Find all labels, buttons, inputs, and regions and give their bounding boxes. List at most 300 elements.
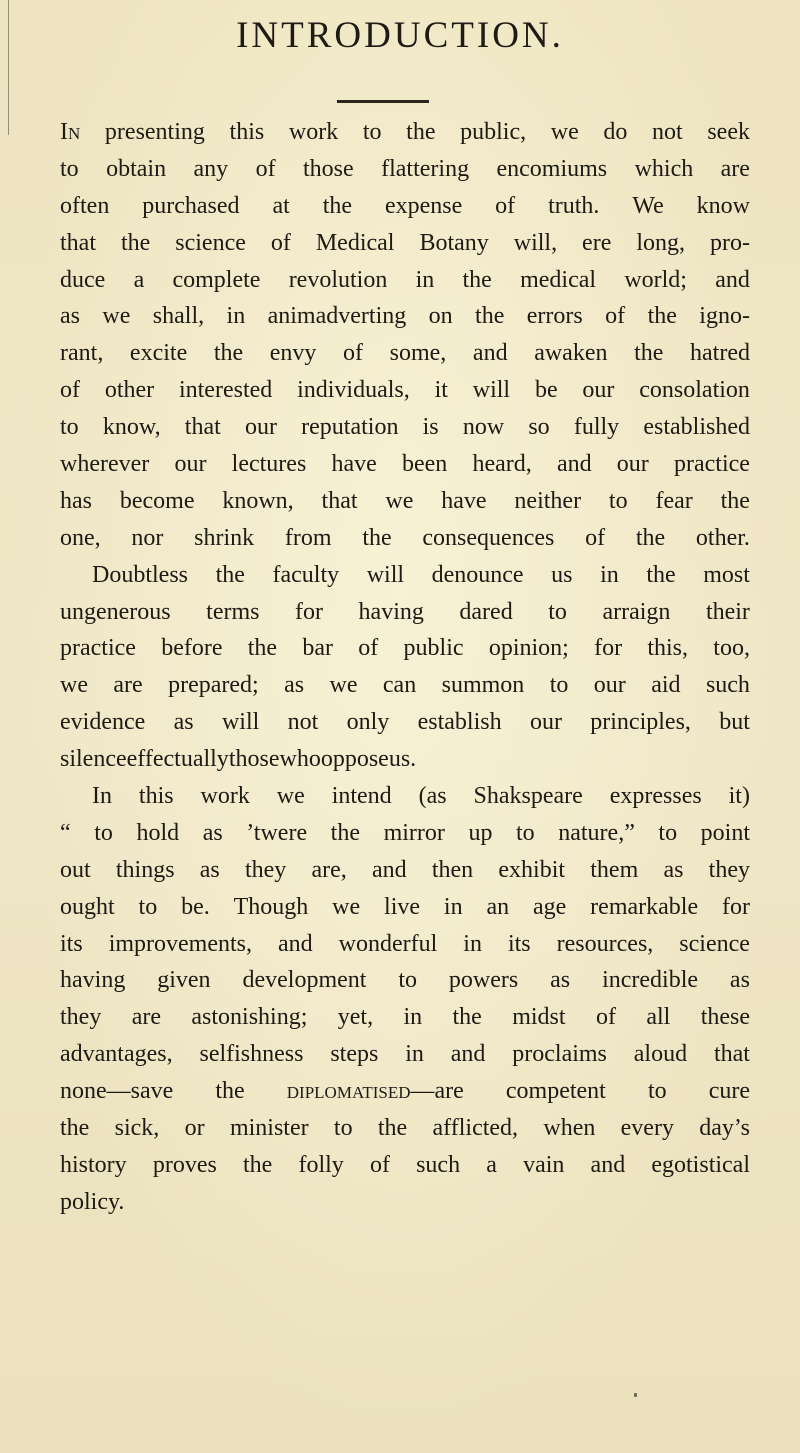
word: having bbox=[60, 967, 126, 994]
word: Doubtless bbox=[92, 561, 188, 588]
word: one, bbox=[60, 524, 101, 551]
text-line bbox=[60, 1110, 750, 1147]
text-line bbox=[60, 372, 750, 409]
word: lectures bbox=[231, 451, 307, 478]
text-line bbox=[60, 225, 750, 262]
word: of bbox=[495, 192, 516, 219]
text-line bbox=[60, 852, 750, 889]
word: we bbox=[329, 672, 358, 699]
word: “ bbox=[60, 819, 71, 846]
text-line bbox=[60, 815, 750, 852]
word: of bbox=[595, 1004, 616, 1031]
word: principles, bbox=[590, 709, 691, 736]
word: proclaims bbox=[512, 1041, 607, 1068]
word: as bbox=[199, 856, 220, 883]
word: advantages, bbox=[60, 1041, 173, 1068]
word: we bbox=[276, 783, 305, 810]
word: and bbox=[472, 340, 508, 367]
word: in bbox=[226, 303, 246, 330]
word: obtain bbox=[106, 155, 167, 182]
word: afflicted, bbox=[432, 1115, 519, 1142]
word: these bbox=[700, 1004, 750, 1031]
word: to bbox=[548, 598, 567, 625]
word: a bbox=[486, 1151, 497, 1178]
word: arraign bbox=[602, 598, 671, 625]
word: ought bbox=[60, 893, 115, 920]
text-line bbox=[60, 926, 750, 963]
word: ’twere bbox=[246, 819, 308, 846]
word: it bbox=[434, 377, 448, 404]
word: in bbox=[463, 930, 482, 957]
word: do bbox=[603, 119, 628, 145]
word: vain bbox=[523, 1151, 565, 1178]
word: the bbox=[635, 524, 666, 551]
word: will bbox=[221, 709, 260, 736]
word: establish bbox=[417, 709, 502, 736]
word: We bbox=[632, 192, 664, 219]
word: us. bbox=[388, 746, 417, 773]
text-line bbox=[60, 1184, 750, 1221]
word: wherever bbox=[60, 451, 150, 478]
word: are, bbox=[311, 856, 347, 883]
word: known, bbox=[222, 487, 294, 514]
word: to bbox=[362, 119, 382, 145]
word: we bbox=[385, 487, 414, 514]
word: individuals, bbox=[297, 377, 410, 404]
word: they bbox=[708, 856, 750, 883]
word: truth. bbox=[548, 192, 600, 219]
word: at bbox=[272, 192, 290, 219]
word: work bbox=[200, 783, 250, 810]
word: as bbox=[173, 709, 194, 736]
word: revolution bbox=[288, 266, 388, 293]
word: we bbox=[102, 303, 131, 330]
word: ungenerous bbox=[60, 598, 171, 625]
word: in bbox=[443, 893, 463, 920]
word: to bbox=[138, 893, 158, 920]
word: work bbox=[288, 119, 339, 145]
word: only bbox=[346, 709, 390, 736]
word: have bbox=[331, 451, 377, 478]
word: such bbox=[705, 672, 750, 699]
word: history bbox=[60, 1151, 127, 1178]
word: development bbox=[242, 967, 367, 994]
word: bar bbox=[302, 635, 334, 662]
word: competent bbox=[505, 1078, 606, 1105]
word: to bbox=[608, 487, 628, 514]
word: of bbox=[358, 635, 379, 662]
word: sick, bbox=[114, 1115, 160, 1142]
word: will bbox=[472, 377, 511, 404]
word: to bbox=[333, 1115, 353, 1142]
word: summon bbox=[441, 672, 525, 699]
word: powers bbox=[448, 967, 519, 994]
word: the bbox=[720, 487, 750, 514]
word: which bbox=[634, 155, 694, 182]
word: are bbox=[131, 1004, 161, 1031]
word: us bbox=[551, 561, 573, 588]
word: for bbox=[295, 598, 324, 625]
word: public bbox=[403, 635, 464, 662]
word: but bbox=[719, 709, 750, 736]
word: the bbox=[213, 340, 244, 367]
word: purchased bbox=[142, 192, 240, 219]
small-caps-opening: In bbox=[60, 119, 81, 145]
word: the bbox=[120, 229, 151, 256]
word: such bbox=[416, 1151, 461, 1178]
word: up bbox=[468, 819, 493, 846]
word: consolation bbox=[639, 377, 750, 404]
word: this, bbox=[647, 635, 689, 662]
word: as bbox=[550, 967, 571, 994]
word: for bbox=[721, 893, 750, 920]
word: the bbox=[247, 635, 278, 662]
word: interested bbox=[178, 377, 273, 404]
word: all bbox=[646, 1004, 671, 1031]
word: our bbox=[593, 672, 626, 699]
word: the bbox=[362, 524, 392, 551]
word: selfishness bbox=[199, 1041, 304, 1068]
word: neither bbox=[514, 487, 582, 514]
word: age bbox=[532, 893, 567, 920]
word: the bbox=[60, 1115, 90, 1142]
word: those bbox=[303, 155, 354, 182]
text-line bbox=[60, 446, 750, 483]
word: to bbox=[549, 672, 569, 699]
word: wonderful bbox=[338, 930, 438, 957]
word: we bbox=[550, 119, 579, 145]
word: effectually bbox=[126, 746, 229, 773]
word: long, bbox=[636, 229, 685, 256]
word: this bbox=[229, 119, 265, 145]
word: dared bbox=[459, 598, 513, 625]
paper-speck bbox=[634, 1393, 637, 1397]
word: out bbox=[60, 856, 91, 883]
word: as bbox=[60, 303, 80, 330]
word: who bbox=[279, 746, 321, 773]
word: will bbox=[366, 561, 405, 588]
word: world; bbox=[624, 266, 687, 293]
word: for bbox=[594, 635, 623, 662]
word: pro- bbox=[709, 229, 750, 256]
word: denounce bbox=[431, 561, 524, 588]
word: our bbox=[582, 377, 615, 404]
word: remarkable bbox=[590, 893, 699, 920]
word: of bbox=[585, 524, 606, 551]
word: shrink bbox=[194, 524, 255, 551]
word: to bbox=[516, 819, 535, 846]
word: exhibit bbox=[498, 856, 566, 883]
text-line bbox=[60, 1073, 750, 1110]
word: in bbox=[405, 1041, 424, 1068]
text-line bbox=[60, 999, 750, 1036]
word: (as bbox=[418, 783, 447, 810]
word: have bbox=[441, 487, 487, 514]
word: that bbox=[184, 414, 221, 441]
heading-rule bbox=[337, 100, 429, 103]
word: policy. bbox=[60, 1188, 125, 1215]
word: the bbox=[322, 192, 353, 219]
word: and bbox=[590, 1151, 626, 1178]
text-line bbox=[60, 298, 750, 335]
word: medical bbox=[520, 266, 597, 293]
word: In bbox=[92, 783, 112, 810]
word: aloud bbox=[633, 1041, 688, 1068]
text-line bbox=[60, 151, 750, 188]
word: in bbox=[600, 561, 619, 588]
word: the bbox=[330, 819, 360, 846]
word: resources, bbox=[556, 930, 654, 957]
word: a bbox=[133, 266, 145, 293]
word: be bbox=[534, 377, 558, 404]
word: folly bbox=[298, 1151, 344, 1178]
word: as bbox=[202, 819, 223, 846]
word: duce bbox=[60, 266, 106, 293]
word: diplomatised—are bbox=[286, 1078, 464, 1105]
word: and bbox=[715, 266, 750, 293]
word: Shakspeare bbox=[473, 783, 583, 810]
word: opinion; bbox=[488, 635, 569, 662]
word: the bbox=[475, 303, 505, 330]
word: of bbox=[369, 1151, 390, 1178]
word: and bbox=[450, 1041, 486, 1068]
word: the bbox=[462, 266, 492, 293]
word: prepared; bbox=[168, 672, 259, 699]
text-line bbox=[60, 520, 750, 557]
word: egotistical bbox=[651, 1151, 750, 1178]
word: day’s bbox=[699, 1115, 750, 1142]
word: before bbox=[161, 635, 223, 662]
word: practice bbox=[60, 635, 136, 662]
word: and bbox=[278, 930, 313, 957]
word: midst bbox=[512, 1004, 566, 1031]
word: nature,” bbox=[558, 819, 635, 846]
word: as bbox=[284, 672, 305, 699]
word: been bbox=[401, 451, 448, 478]
word: they bbox=[60, 1004, 102, 1031]
word: fear bbox=[655, 487, 693, 514]
word: shall, bbox=[152, 303, 205, 330]
word: proves bbox=[152, 1151, 217, 1178]
small-caps-word: diplomatised bbox=[286, 1078, 411, 1105]
word: oppose bbox=[320, 746, 389, 773]
word: the bbox=[215, 561, 245, 588]
word: when bbox=[543, 1115, 596, 1142]
text-line bbox=[60, 335, 750, 372]
text-line bbox=[60, 1036, 750, 1073]
word: that bbox=[321, 487, 358, 514]
word: any bbox=[193, 155, 229, 182]
word: evidence bbox=[60, 709, 146, 736]
word: our bbox=[529, 709, 562, 736]
word: none—save bbox=[60, 1078, 174, 1105]
word: on bbox=[428, 303, 453, 330]
word: now bbox=[462, 414, 505, 441]
word: has bbox=[60, 487, 92, 514]
word: to bbox=[658, 819, 678, 846]
word: seek bbox=[707, 119, 750, 145]
word: mirror bbox=[383, 819, 445, 846]
word: its bbox=[60, 930, 83, 957]
word: hatred bbox=[690, 340, 750, 367]
word: astonishing; bbox=[191, 1004, 308, 1031]
text-line bbox=[60, 630, 750, 667]
word: to bbox=[60, 414, 79, 441]
word: know, bbox=[102, 414, 161, 441]
word: of bbox=[605, 303, 626, 330]
word: incredible bbox=[602, 967, 699, 994]
text-line bbox=[60, 962, 750, 999]
word: envy bbox=[269, 340, 317, 367]
word: things bbox=[115, 856, 175, 883]
word: established bbox=[643, 414, 750, 441]
word: consequences bbox=[422, 524, 555, 551]
word: in bbox=[403, 1004, 423, 1031]
text-line bbox=[60, 262, 750, 299]
word: faculty bbox=[272, 561, 340, 588]
word: most bbox=[703, 561, 750, 588]
word: become bbox=[119, 487, 195, 514]
word: expresses bbox=[609, 783, 702, 810]
word: that bbox=[713, 1041, 750, 1068]
word: reputation bbox=[301, 414, 399, 441]
word: are bbox=[113, 672, 143, 699]
word: this bbox=[138, 783, 174, 810]
word: is bbox=[422, 414, 439, 441]
text-line bbox=[60, 741, 750, 778]
word: from bbox=[284, 524, 332, 551]
word: know bbox=[696, 192, 750, 219]
word: igno- bbox=[699, 303, 750, 330]
word: not bbox=[652, 119, 683, 145]
word: of bbox=[255, 155, 276, 182]
word: nor bbox=[131, 524, 164, 551]
word: flattering bbox=[381, 155, 470, 182]
word: heard, bbox=[472, 451, 532, 478]
word: expense bbox=[384, 192, 463, 219]
word: yet, bbox=[337, 1004, 374, 1031]
word: its bbox=[507, 930, 531, 957]
word: the bbox=[634, 340, 664, 367]
word: other. bbox=[695, 524, 750, 551]
word: aid bbox=[651, 672, 681, 699]
text-line bbox=[60, 889, 750, 926]
word: an bbox=[486, 893, 510, 920]
word: cure bbox=[708, 1078, 750, 1105]
text-line bbox=[60, 667, 750, 704]
word: it) bbox=[728, 783, 750, 810]
word: minister bbox=[229, 1115, 309, 1142]
word: as bbox=[729, 967, 750, 994]
word: the bbox=[452, 1004, 482, 1031]
word: science bbox=[175, 229, 246, 256]
word: animadverting bbox=[267, 303, 407, 330]
word: of bbox=[343, 340, 364, 367]
word: practice bbox=[673, 451, 750, 478]
word: them bbox=[590, 856, 639, 883]
text-line bbox=[60, 114, 750, 151]
word: encomiums bbox=[496, 155, 608, 182]
text-line bbox=[60, 704, 750, 741]
word: other bbox=[104, 377, 155, 404]
word: our bbox=[174, 451, 207, 478]
word: those bbox=[228, 746, 280, 773]
word: the bbox=[406, 119, 436, 145]
word: and bbox=[556, 451, 592, 478]
word: Botany bbox=[419, 229, 489, 256]
word: Though bbox=[233, 893, 309, 920]
word: to bbox=[647, 1078, 667, 1105]
word: silence bbox=[60, 746, 127, 773]
text-line bbox=[60, 557, 750, 594]
word: excite bbox=[129, 340, 188, 367]
word: will, bbox=[513, 229, 558, 256]
word: hold bbox=[136, 819, 180, 846]
word: the bbox=[647, 303, 677, 330]
word: improvements, bbox=[108, 930, 252, 957]
word: too, bbox=[713, 635, 750, 662]
text-line bbox=[60, 1147, 750, 1184]
word: errors bbox=[526, 303, 583, 330]
word: are bbox=[720, 155, 750, 182]
word: the bbox=[215, 1078, 245, 1105]
word: we bbox=[60, 672, 88, 699]
word: the bbox=[242, 1151, 273, 1178]
dropcap-word bbox=[60, 114, 80, 151]
word: often bbox=[60, 192, 110, 219]
word: our bbox=[244, 414, 277, 441]
word: some, bbox=[389, 340, 447, 367]
word: to bbox=[398, 967, 418, 994]
word: every bbox=[620, 1115, 674, 1142]
word: point bbox=[700, 819, 750, 846]
word: science bbox=[679, 930, 750, 957]
word: to bbox=[94, 819, 113, 846]
text-line bbox=[60, 188, 750, 225]
word: rant, bbox=[60, 340, 104, 367]
word: of bbox=[60, 377, 80, 404]
word: and bbox=[372, 856, 407, 883]
word: steps bbox=[330, 1041, 379, 1068]
word: intend bbox=[331, 783, 392, 810]
word: we bbox=[332, 893, 361, 920]
word: can bbox=[382, 672, 417, 699]
word: to bbox=[60, 155, 79, 182]
text-line bbox=[60, 409, 750, 446]
word: our bbox=[616, 451, 649, 478]
word: that bbox=[60, 229, 96, 256]
word: of bbox=[270, 229, 291, 256]
word: their bbox=[705, 598, 750, 625]
word: then bbox=[431, 856, 474, 883]
word: ere bbox=[582, 229, 612, 256]
word: live bbox=[384, 893, 421, 920]
word: complete bbox=[172, 266, 261, 293]
word: awaken bbox=[534, 340, 608, 367]
text-line bbox=[60, 483, 750, 520]
page-heading: INTRODUCTION. bbox=[236, 15, 564, 56]
word: public, bbox=[460, 119, 527, 145]
word: fully bbox=[573, 414, 620, 441]
word: in bbox=[415, 266, 435, 293]
word: so bbox=[528, 414, 550, 441]
word: the bbox=[377, 1115, 408, 1142]
word: the bbox=[646, 561, 676, 588]
word: as bbox=[663, 856, 684, 883]
word: or bbox=[184, 1115, 205, 1142]
body-text bbox=[60, 114, 750, 1221]
word: be. bbox=[181, 893, 210, 920]
